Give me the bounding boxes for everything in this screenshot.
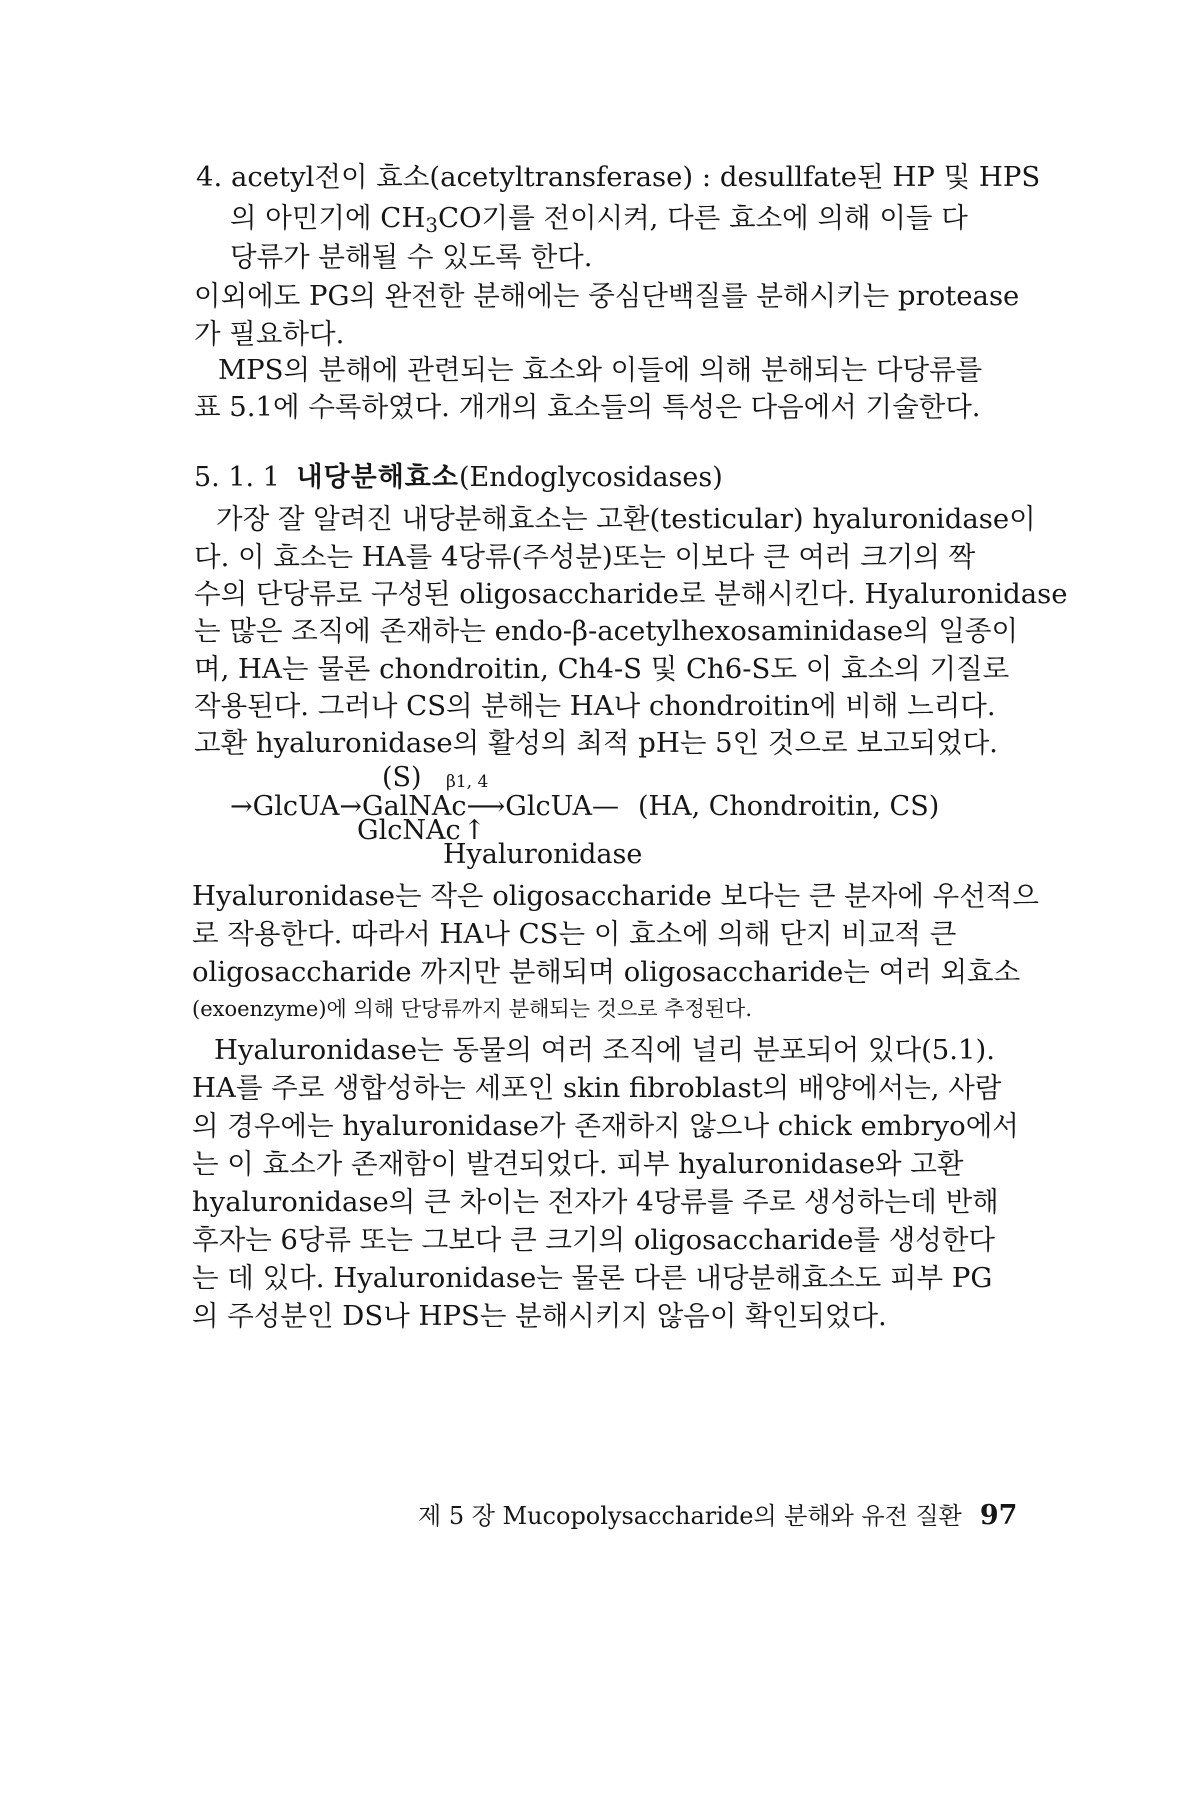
para2-line-3: oligosaccharide 까지만 분해되며 oligosaccharide는 여러 외효소 [192,956,1021,988]
para3-line-5: hyaluronidase의 큰 차이는 전자가 4당류를 주로 생성하는데 반해 [192,1186,999,1218]
para2-line-4: (exoenzyme)에 의해 단당류까지 분해되는 것으로 추정된다. [192,997,753,1021]
section-number: 5. 1. 1 [194,462,280,493]
intro-line-3: MPS의 분해에 관련되는 효소와 이들에 의해 분해되는 다당류를 [218,354,983,386]
para1-line-2: 다. 이 효소는 HA를 4당류(주성분)또는 이보다 큰 여러 크기의 짝 [194,541,976,573]
para1-line-7: 고환 hyaluronidase의 활성의 최적 pH는 5인 것으로 보고되었다. [194,727,998,759]
scheme-main-chain [230,792,619,822]
page-footer [418,1500,1017,1532]
scheme-s-label: (S) [382,762,422,793]
item4-line-2-text: 의 아민기에 $CH_3CO$기를 전이시켜, 다른 효소에 의해 이들 다 [230,202,968,237]
scheme-bond-arrow: ⟶ [466,791,506,822]
section-title-en: (Endoglycosidases) [458,462,723,493]
para2-line-2: 로 작용한다. 따라서 HA나 CS는 이 효소에 의해 단지 비교적 큰 [192,918,957,950]
intro-line-4: 표 5.1에 수록하였다. 개개의 효소들의 특성은 다음에서 기술한다. [194,391,981,423]
para3-line-3: 의 경우에는 hyaluronidase가 존재하지 않으나 chick embryo에서 [192,1110,1019,1142]
scheme-chain-start: →GlcUA→GalNAc [230,791,467,822]
para3-line-6: 후자는 6당류 또는 그보다 큰 크기의 oligosaccharide를 생성한다 [192,1224,995,1256]
intro-line-1: 이외에도 PG의 완전한 분해에는 중심단백질를 분해시키는 protease [194,280,1020,312]
scheme-enzyme: Hyaluronidase [443,839,643,870]
item4-line-2 [230,201,968,243]
scheme-alt-residue: GlcNAc [357,815,461,846]
para3-line-2: HA를 주로 생합성하는 세포인 skin fibroblast의 배양에서는, 사람 [192,1072,1002,1104]
intro-line-2: 가 필요하다. [194,318,345,350]
para1-line-4: 는 많은 조직에 존재하는 endo-β-acetylhexosaminidase의 일종이 [194,615,1019,647]
para1-line-3: 수의 단당류로 구성된 oligosaccharide로 분해시킨다. Hyaluronidase [194,578,1068,610]
item4-line-3: 당류가 분해될 수 있도록 한다. [230,241,593,273]
cleavage-arrow-icon: ↑ [463,815,486,846]
para1-line-5: 며, HA는 물론 chondroitin, Ch4-S 및 Ch6-S도 이 효소의 기질로 [194,653,1010,685]
para3-line-4: 는 이 효소가 존재함이 발견되었다. 피부 hyaluronidase와 고환 [192,1148,964,1180]
scheme-chain-end: GlcUA— [505,791,620,822]
para3-line-1: Hyaluronidase는 동물의 여러 조직에 널리 분포되어 있다(5.1). [214,1034,995,1066]
item4-line-1: 4. acetyl전이 효소(acetyltransferase) : desullfate된 HP 및 HPS [196,161,1041,193]
scheme-bond-label: β1, 4 [446,772,489,792]
para2-line-1: Hyaluronidase는 작은 oligosaccharide 보다는 큰 분자에 우선적으 [192,880,1039,912]
para3-line-8: 의 주성분인 DS나 HPS는 분해시키지 않음이 확인되었다. [192,1300,887,1332]
section-heading [194,461,723,495]
scheme-substrates: (HA, Chondroitin, CS) [638,791,940,822]
para1-line-6: 작용된다. 그러나 CS의 분해는 HA나 chondroitin에 비해 느리다. [194,690,996,722]
para3-line-7: 는 데 있다. Hyaluronidase는 물론 다른 내당분해효소도 피부 PG [192,1262,993,1294]
para1-line-1: 가장 잘 알려진 내당분해효소는 고환(testicular) hyaluronidase이 [216,503,1036,535]
page-number: 97 [979,1500,1018,1531]
chapter-title: 제 5 장 Mucopolysaccharide의 분해와 유전 질환 [418,1502,962,1530]
subscript-3: 3 [425,213,438,237]
section-title-ko: 내당분해효소 [296,462,459,493]
